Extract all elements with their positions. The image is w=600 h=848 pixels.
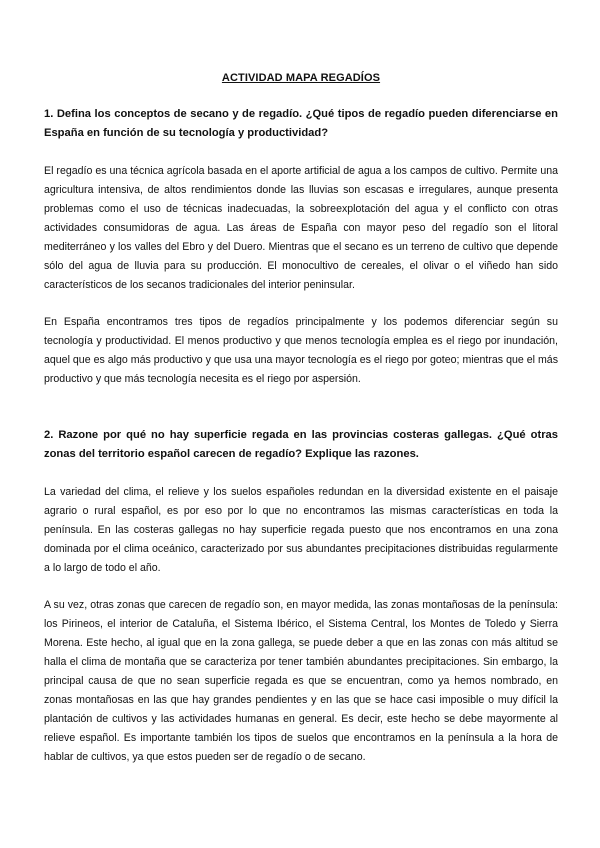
answer-2-paragraph-2: A su vez, otras zonas que carecen de regadío son, en mayor medida, las zonas montañosas de la península: los Pirineos, el interior de Cataluña, el Sistema Ibérico, el Sistema Central, los Montes de Toledo y Sierra Morena. Este hecho, al igual que en la zona gallega, se puede deber a que en las zonas con más altitud se halla el clima de montaña que se caracteriza por tener también abundantes precipitaciones. Sin embargo, la principal causa de que no sean superficie regada es que se encuentran, como ya hemos nombrado, en zonas montañosas en las que hay grandes pendientes y en las que se hace casi imposible o muy difícil la plantación de cultivos y las actividades humanas en general. Es decir, este hecho se debe mayormente al relieve español. Es importante también los tipos de suelos que encontramos en la península a la hora de hablar de cultivos, ya que estos pueden ser de regadío o de secano.	[44, 599, 558, 763]
answer-2-paragraph-1: La variedad del clima, el relieve y los suelos españoles redundan en la diversidad existente en el paisaje agrario o rural español, es por eso por lo que no encontramos las mismas características en toda la península. En las costeras gallegas no hay superficie regada puesto que nos encontramos en una zona dominada por el clima oceánico, caracterizado por sus abundantes precipitaciones distribuidas regularmente a lo largo de todo el año.	[44, 486, 558, 574]
question-1: 1. Defina los conceptos de secano y de regadío. ¿Qué tipos de regadío pueden diferenciarse en España en función de su tecnología y productividad?	[44, 108, 558, 139]
document-title: ACTIVIDAD MAPA REGADÍOS	[221, 72, 381, 84]
section-2	[44, 426, 558, 767]
answer-1-paragraph-1: El regadío es una técnica agrícola basada en el aporte artificial de agua a los campos de cultivo. Permite una agricultura intensiva, de altos rendimientos donde las lluvias son escasas e irregulares, aunque presenta problemas como el uso de técnicas inadecuadas, la sobreexplotación del agua y el conflicto con otras actividades consumidoras de agua. Las áreas de España con mayor peso del regadío son el litoral mediterráneo y los valles del Ebro y del Duero. Mientras que el secano es un terreno de cultivo que depende sólo del agua de lluvia para su producción. El monocultivo de cereales, el olivar o el viñedo han sido característicos de los secanos tradicionales del interior peninsular.	[44, 165, 558, 291]
section-1	[44, 105, 558, 389]
document-page	[44, 70, 558, 767]
question-2: 2. Razone por qué no hay superficie regada en las provincias costeras gallegas. ¿Qué otras zonas del territorio español carecen de regadío? Explique las razones.	[44, 429, 558, 460]
answer-1-paragraph-2: En España encontramos tres tipos de regadíos principalmente y los podemos diferenciar según su tecnología y productividad. El menos productivo y que menos tecnología emplea es el riego por inundación, aquel que es algo más productivo y que usa una mayor tecnología es el riego por goteo; mientras que el más productivo y que más tecnología necesita es el riego por aspersión.	[44, 316, 558, 385]
